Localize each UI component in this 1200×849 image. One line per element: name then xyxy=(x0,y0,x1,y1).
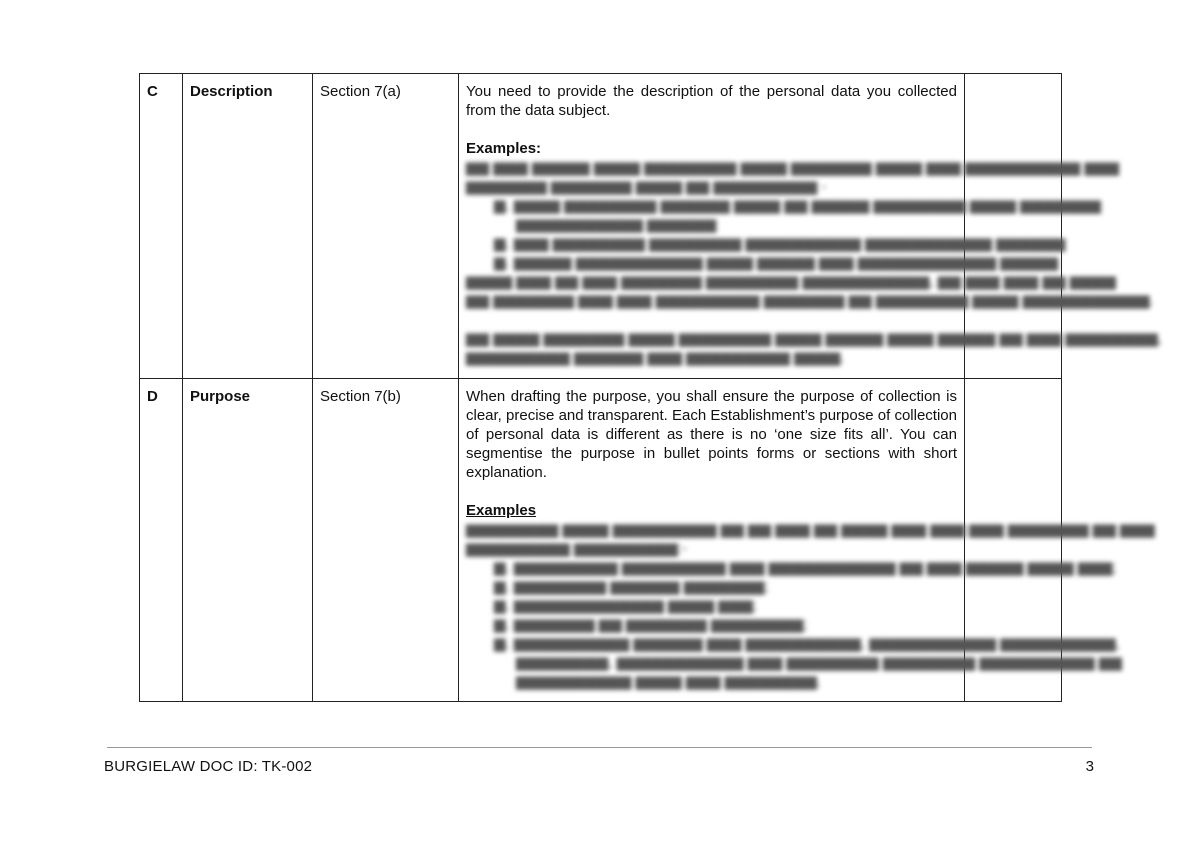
footer-divider xyxy=(107,747,1092,748)
section-reference-cell: Section 7(a) xyxy=(313,74,459,379)
row-name-cell: Purpose xyxy=(183,379,313,702)
guidance-text: You need to provide the description of the personal data you collected from the data subject. xyxy=(466,83,957,119)
redacted-examples: ▆▆ ▆▆▆ ▆▆▆▆▆ ▆▆▆▆ ▆▆▆▆▆▆▆▆ ▆▆▆▆ ▆▆▆▆▆▆▆ ▆▆▆▆ ▆▆▆ ▆▆▆▆▆▆▆▆▆▆ ▆▆▆ ▆▆▆▆▆▆▆ ▆▆▆▆▆▆▆ ▆▆▆▆ ▆▆ ▆▆▆▆▆▆▆▆▆ - ▆. ▆▆▆▆ ▆▆▆▆▆▆▆▆ ▆▆▆▆▆▆ ▆▆▆▆ ▆▆ ▆▆▆▆▆ ▆▆▆▆▆▆▆▆ ▆▆▆▆ ▆▆▆▆▆▆▆ ▆▆▆▆▆▆▆▆▆▆▆ ▆▆▆▆▆▆ ▆. ▆▆▆ ▆▆▆▆▆▆▆▆ ▆▆▆▆▆▆▆▆ ▆▆▆▆▆▆▆▆▆▆ ▆▆▆▆▆▆▆▆▆▆▆ ▆▆▆▆▆▆ ▆. ▆▆▆▆▆ ▆▆▆▆▆▆▆▆▆▆▆ ▆▆▆▆ ▆▆▆▆▆ ▆▆▆ ▆▆▆▆▆▆▆▆▆▆▆▆ ▆▆▆▆▆ ▆▆▆▆ ▆▆▆ ▆▆ ▆▆▆ ▆▆▆▆▆▆▆ ▆▆▆▆▆▆▆▆ ▆▆▆▆▆▆▆▆▆▆▆, ▆▆ ▆▆▆ ▆▆▆ ▆▆ ▆▆▆▆ ▆▆ ▆▆▆▆▆▆▆ ▆▆▆ ▆▆▆ ▆▆▆▆▆▆▆▆▆ ▆▆▆▆▆▆▆ ▆▆ ▆▆▆▆▆▆▆▆ ▆▆▆▆ ▆▆▆▆▆▆▆▆▆▆▆. ▆▆ ▆▆▆▆ ▆▆▆▆▆▆▆ ▆▆▆▆ ▆▆▆▆▆▆▆▆ ▆▆▆▆ ▆▆▆▆▆ ▆▆▆▆ ▆▆▆▆▆ ▆▆ ▆▆▆ ▆▆▆▆▆▆▆▆, ▆▆▆▆▆▆▆▆▆ ▆▆▆▆▆▆ ▆▆▆ ▆▆▆▆▆▆▆▆▆ ▆▆▆▆. xyxy=(466,159,1163,366)
guidance-text: When drafting the purpose, you shall ensure the purpose of collection is clear, precise and transparent. Each Establishment’s purpose of collection of personal data is different as there is no ‘one size fits all’. You can segmentise the purpose in bullet points forms or sections with short explanation. xyxy=(466,388,957,481)
section-reference-cell: Section 7(b) xyxy=(313,379,459,702)
page-number: 3 xyxy=(1085,758,1094,775)
examples-heading: Examples xyxy=(466,502,537,519)
table-row-purpose xyxy=(140,379,1062,702)
row-id-cell: C xyxy=(140,74,183,379)
redacted-examples: ▆▆▆▆▆▆▆▆ ▆▆▆▆ ▆▆▆▆▆▆▆▆▆ ▆▆ ▆▆ ▆▆▆ ▆▆ ▆▆▆▆ ▆▆▆ ▆▆▆ ▆▆▆ ▆▆▆▆▆▆▆ ▆▆ ▆▆▆ ▆▆▆▆▆▆▆▆▆ ▆▆▆▆▆▆▆▆▆:- ▆. ▆▆▆▆▆▆▆▆▆ ▆▆▆▆▆▆▆▆▆ ▆▆▆ ▆▆▆▆▆▆▆▆▆▆▆ ▆▆ ▆▆▆ ▆▆▆▆▆ ▆▆▆▆ ▆▆▆; ▆. ▆▆▆▆▆▆▆▆ ▆▆▆▆▆▆ ▆▆▆▆▆▆▆; ▆. ▆▆▆▆▆▆▆▆▆▆▆▆▆ ▆▆▆▆ ▆▆▆; ▆. ▆▆▆▆▆▆▆ ▆▆ ▆▆▆▆▆▆▆ ▆▆▆▆▆▆▆▆; ▆. ▆▆▆▆▆▆▆▆▆▆ ▆▆▆▆▆▆ ▆▆▆ ▆▆▆▆▆▆▆▆▆▆, ▆▆▆▆▆▆▆▆▆▆▆ ▆▆▆▆▆▆▆▆▆▆, ▆▆▆▆▆▆▆▆, ▆▆▆▆▆▆▆▆▆▆▆ ▆▆▆ ▆▆▆▆▆▆▆▆ ▆▆▆▆▆▆▆▆ ▆▆▆▆▆▆▆▆▆▆ ▆▆ ▆▆▆▆▆▆▆▆▆▆ ▆▆▆▆ ▆▆▆ ▆▆▆▆▆▆▆▆. xyxy=(466,521,1155,690)
guidance-cell xyxy=(459,74,1163,379)
row-name-cell: Description xyxy=(183,74,313,379)
guidance-table xyxy=(139,73,1163,702)
footer-doc-id: BURGIELAW DOC ID: TK-002 xyxy=(104,758,313,775)
examples-heading: Examples: xyxy=(466,140,542,157)
table-row-description xyxy=(140,74,1062,379)
guidance-cell xyxy=(459,379,1155,702)
row-id-cell: D xyxy=(140,379,183,702)
